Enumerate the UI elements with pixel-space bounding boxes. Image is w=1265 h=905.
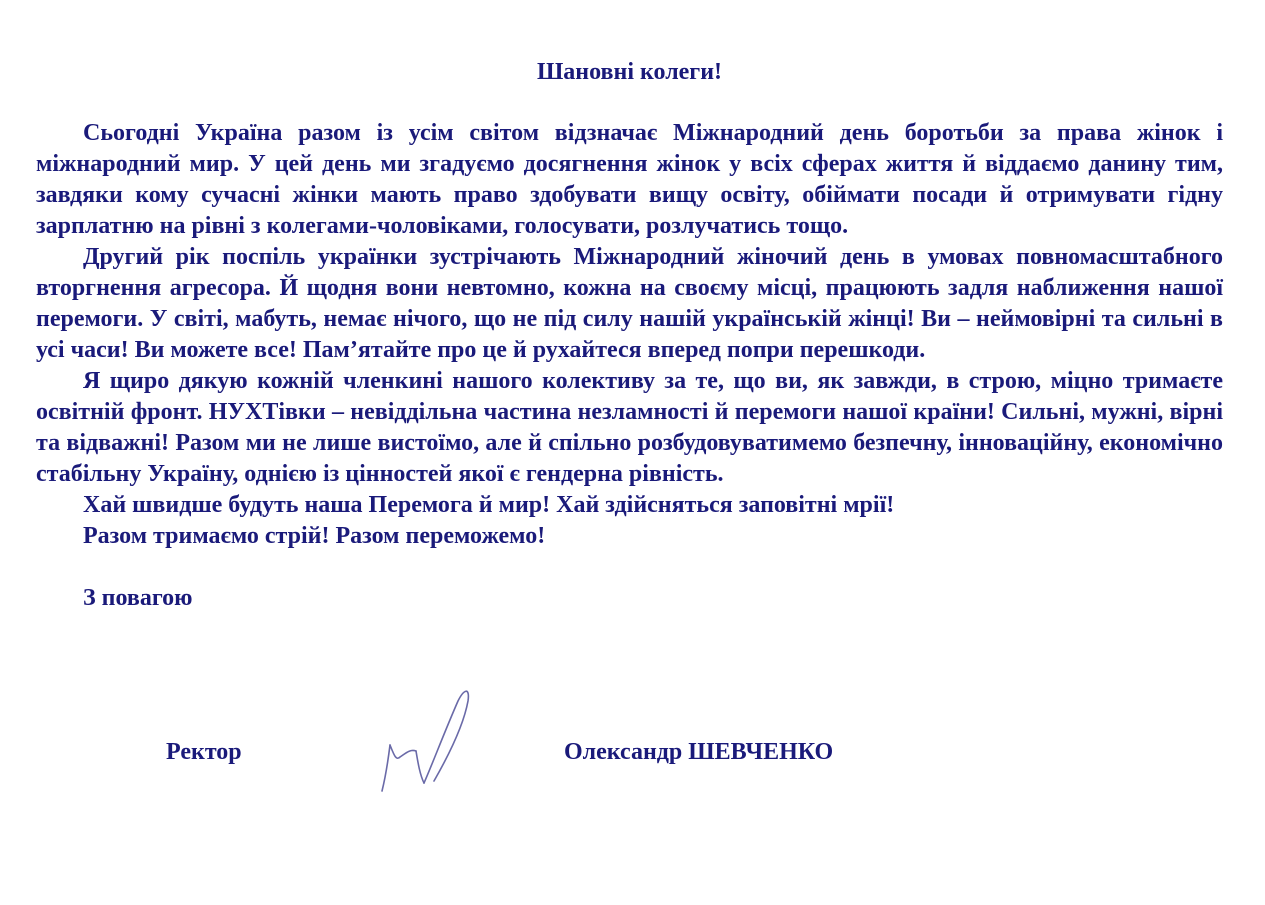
signature-icon xyxy=(372,683,492,803)
paragraph: Хай швидше будуть наша Перемога й мир! Хай здійсняться заповітні мрії! xyxy=(83,492,895,518)
letter xyxy=(36,57,1223,765)
paragraph: Я щиро дякую кожній членкині нашого колективу за те, що ви, як завжди, в строю, міцно тримаєте освітній фронт. НУХТівки – невіддільна частина незламності й перемоги нашої країни! Сильні, мужні, вірні та відважні! Разом ми не лише вистоїмо, але й спільно розбудовуватимемо безпечну, інноваційну, економічно стабільну Україну, однією із цінностей якої є гендерна рівність. xyxy=(36,368,1223,487)
paragraph: Разом тримаємо стрій! Разом переможемо! xyxy=(83,523,546,549)
signature-block xyxy=(36,737,1223,817)
greeting: Шановні колеги! xyxy=(536,59,723,85)
signer-title: Ректор xyxy=(166,739,242,765)
signer-name: Олександр ШЕВЧЕНКО xyxy=(564,739,834,765)
closing: З повагою xyxy=(83,585,193,611)
paragraph: Сьогодні Україна разом із усім світом відзначає Міжнародний день боротьби за права жінок і міжнародний мир. У цей день ми згадуємо досягнення жінок у всіх сферах життя й віддаємо данину тим, завдяки кому сучасні жінки мають право здобувати вищу освіту, обіймати посади й отримувати гідну зарплатню на рівні з колегами-чоловіками, голосувати, розлучатись тощо. xyxy=(36,120,1223,239)
paragraph: Другий рік поспіль українки зустрічають Міжнародний жіночий день в умовах повномасштабного вторгнення агресора. Й щодня вони невтомно, кожна на своєму місці, працюють задля наближення нашої перемоги. У світі, мабуть, немає нічого, що не під силу нашій українській жінці! Ви – неймовірні та сильні в усі часи! Ви можете все! Пам’ятайте про це й рухайтеся вперед попри перешкоди. xyxy=(36,244,1223,363)
